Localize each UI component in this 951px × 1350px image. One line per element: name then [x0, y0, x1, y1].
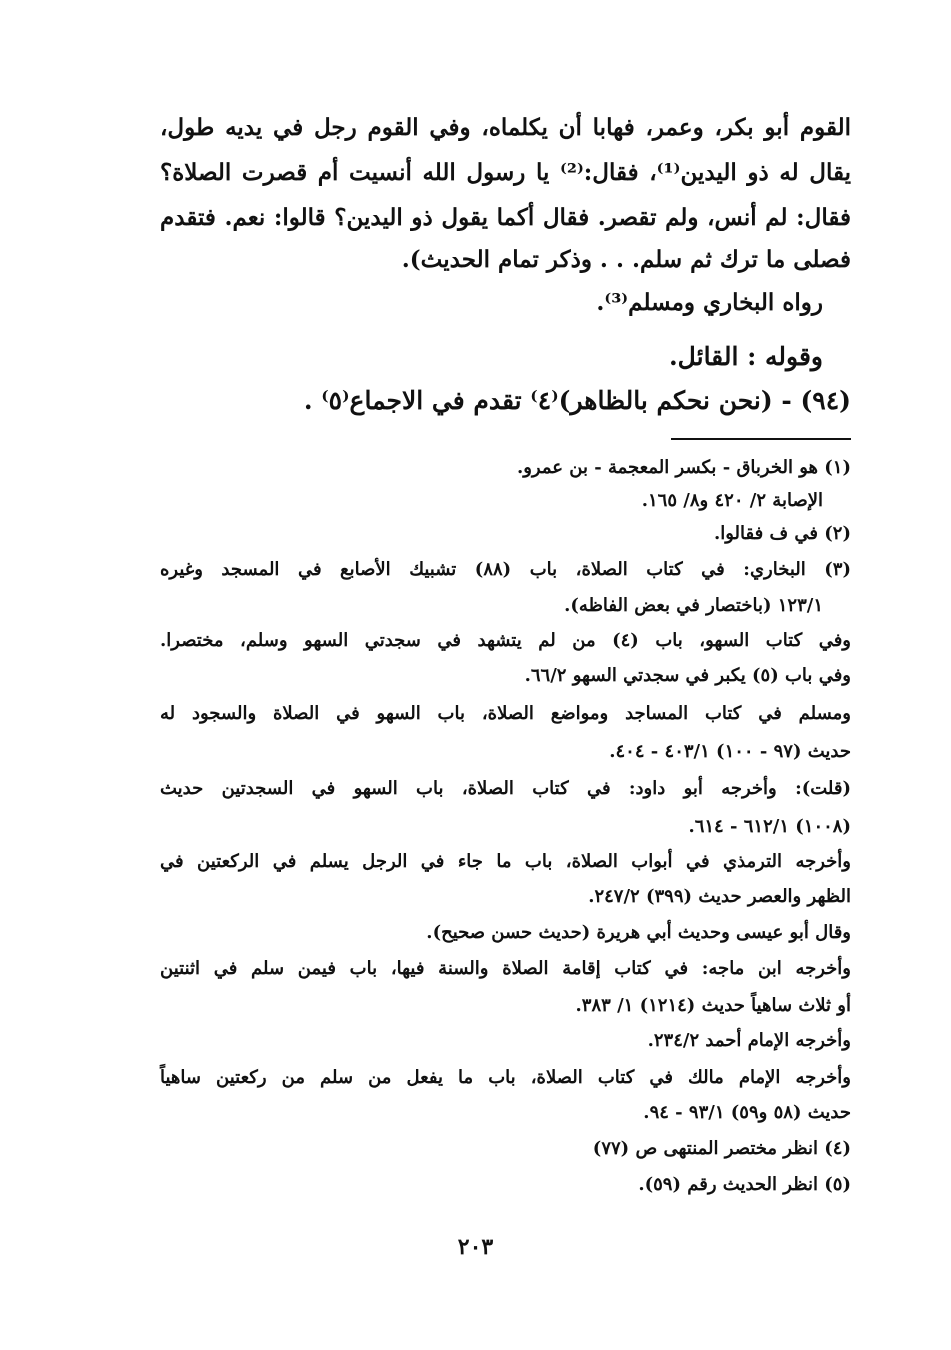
- footnote-line: (٢) في ف فقالوا.: [713, 523, 851, 544]
- footnote-line: وفي باب (٥) يكبر في سجدتي السهو ٦٦/٢.: [524, 665, 851, 686]
- footnote-line: وأخرجه الإمام مالك في كتاب الصلاة، باب ما يفعل من سلم من ركعتين ساهياً: [160, 1067, 851, 1088]
- footnote-separator: [671, 438, 851, 440]
- footnote-line: (٤) انظر مختصر المنتهى ص (٧٧): [592, 1138, 851, 1159]
- body-line-4: فصلى ما ترك ثم سلم. . . وذكر تمام الحديث).: [401, 246, 851, 273]
- footnote-line: الإصابة ٢/ ٤٢٠ و٨/ ١٦٥.: [641, 490, 823, 511]
- saying-heading: وقوله : القائل.: [668, 342, 823, 371]
- footnote-line: (٣) البخاري: في كتاب الصلاة، باب (٨٨) تشبيك الأصابع في المسجد وغيره: [160, 559, 851, 580]
- footnote-line: أو ثلاث ساهياً حديث (١٢١٤) ١/ ٣٨٣.: [575, 995, 851, 1016]
- footnote-line: وفي كتاب السهو، باب (٤) من لم يتشهد في سجدتي السهو وسلم، مختصرا.: [160, 630, 851, 651]
- body-line-2: يقال له ذو اليدين⁽¹⁾، فقال:⁽²⁾ يا رسول الله أنسيت أم قصرت الصلاة؟: [160, 159, 852, 186]
- footnote-line: الظهر والعصر حديث (٣٩٩) ٢٤٧/٢.: [588, 886, 851, 907]
- footnote-line: ومسلم في كتاب المساجد ومواضع الصلاة، باب السهو في الصلاة والسجود له: [160, 703, 851, 724]
- page-number: ٢٠٣: [457, 1234, 494, 1260]
- footnote-line: وأخرجه ابن ماجه: في كتاب إقامة الصلاة والسنة فيها، باب فيمن سلم في اثنتين: [160, 958, 851, 979]
- body-line-1: القوم أبو بكر، وعمر، فهابا أن يكلماه، وفي القوم رجل في يديه طول،: [160, 114, 851, 141]
- body-line-3: فقال: لم أنس، ولم تقصر. فقال أكما يقول ذو اليدين؟ قالوا: نعم. فتقدم: [160, 204, 851, 231]
- footnote-line: حديث (٥٨ و٥٩) ٩٣/١ - ٩٤.: [643, 1102, 851, 1123]
- footnote-line: (١) هو الخرباق - بكسر المعجمة - بن عمرو.: [516, 457, 851, 478]
- narration-line: رواه البخاري ومسلم⁽³⁾.: [596, 289, 823, 316]
- footnote-line: وأخرجه الإمام أحمد ٢٣٤/٢.: [647, 1030, 851, 1051]
- footnote-line: (قلت): وأخرجه أبو داود: في كتاب الصلاة، باب السهو في السجدتين حديث: [160, 778, 851, 799]
- footnote-line: (١٠٠٨) ٦١٢/١ - ٦١٤.: [688, 816, 851, 837]
- footnote-line: وقال أبو عيسى وحديث أبي هريرة (حديث حسن صحيح).: [426, 922, 851, 943]
- hadith-heading: (٩٤) - (نحن نحكم بالظاهر)⁽٤⁾ تقدم في الاجماع⁽٥⁾ .: [303, 386, 851, 415]
- footnote-line: ١٢٣/١ (باختصار في بعض الفاظه).: [564, 595, 823, 616]
- footnote-line: (٥) انظر الحديث رقم (٥٩).: [638, 1174, 851, 1195]
- footnote-line: حديث (٩٧ - ١٠٠) ٤٠٣/١ - ٤٠٤.: [609, 741, 851, 762]
- footnote-line: وأخرجه الترمذي في أبواب الصلاة، باب ما جاء في الرجل يسلم في الركعتين في: [160, 851, 851, 872]
